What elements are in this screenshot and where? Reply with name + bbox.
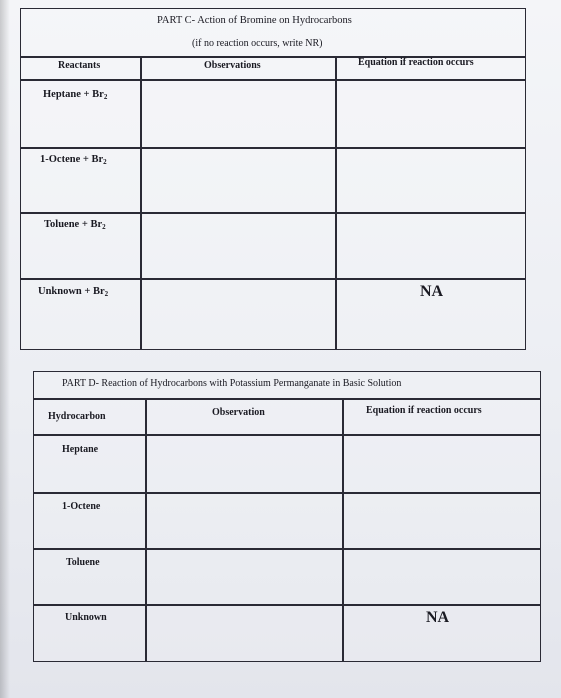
part-d-header-divider [33, 434, 541, 436]
part-d-hydrocarbon-toluene: Toluene [66, 557, 100, 568]
part-c-subtitle: (if no reaction occurs, write NR) [192, 38, 323, 49]
part-c-header-divider [20, 79, 526, 81]
part-d-hydrocarbon-octene: 1-Octene [62, 501, 101, 512]
part-d-title-divider [33, 398, 541, 400]
part-d-col-divider [145, 398, 147, 661]
part-d-col-divider [342, 398, 344, 661]
part-c-header-observations: Observations [204, 60, 261, 71]
part-d-title: PART D- Reaction of Hydrocarbons with Potassium Permanganate in Basic Solution [62, 378, 402, 389]
part-c-reactant-octene: 1-Octene + $Br_2$ [40, 154, 107, 166]
part-c-col-divider [335, 56, 337, 350]
page-edge-shadow [0, 0, 10, 698]
part-c-reactant-toluene: Toluene + $Br_2$ [44, 219, 106, 231]
part-d-unknown-equation-na: NA [426, 609, 450, 626]
part-c-row-divider [20, 278, 526, 280]
part-c-row-divider [20, 212, 526, 214]
part-d-hydrocarbon-unknown: Unknown [65, 612, 107, 623]
part-d-row-divider [33, 492, 541, 494]
part-c-unknown-equation-na: NA [420, 283, 444, 300]
part-c-header-equation: Equation if reaction occurs [358, 57, 474, 68]
part-c-row-divider [20, 147, 526, 149]
part-d-hydrocarbon-heptane: Heptane [62, 444, 99, 455]
part-c-header-reactants: Reactants [58, 60, 101, 71]
part-d-header-hydrocarbon: Hydrocarbon [48, 411, 106, 422]
part-c-title: PART C- Action of Bromine on Hydrocarbons [157, 15, 352, 26]
part-d-row-divider [33, 548, 541, 550]
part-c-reactant-unknown: Unknown + $Br_2$ [38, 286, 109, 298]
part-d-row-divider [33, 604, 541, 606]
part-c-col-divider [140, 56, 142, 350]
part-c-reactant-heptane: $Heptane + Br_2$ [43, 89, 108, 101]
part-d-header-observation: Observation [212, 407, 265, 418]
part-d-header-equation: Equation if reaction occurs [366, 405, 482, 416]
